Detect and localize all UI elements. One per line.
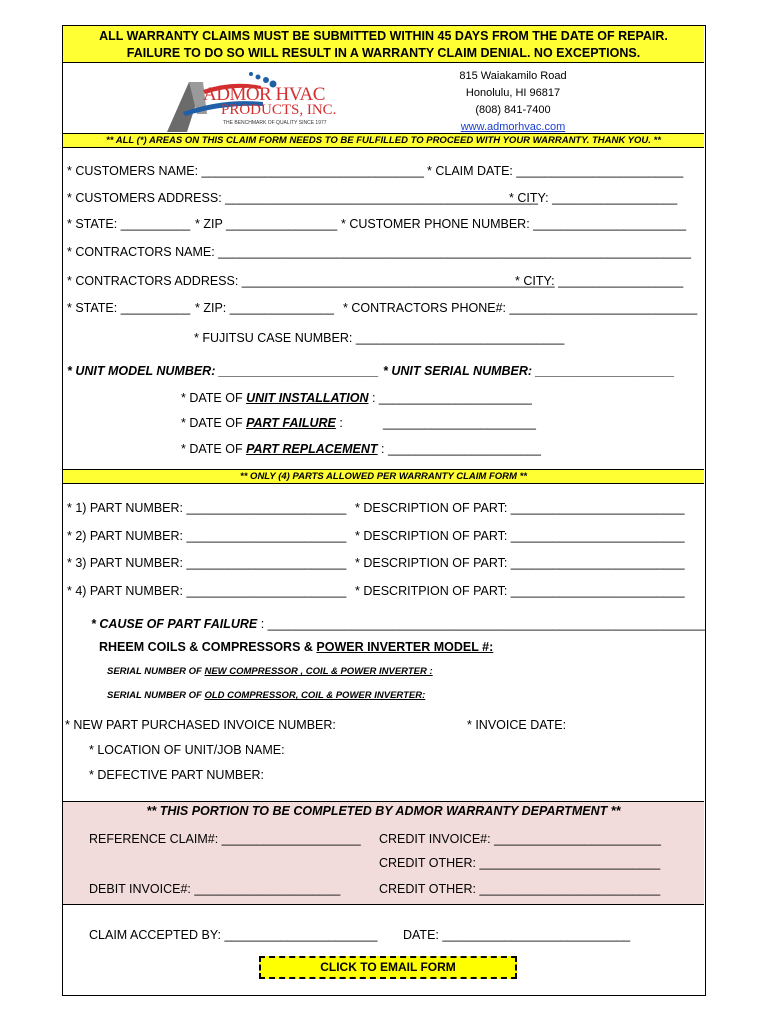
admor-section-title: ** THIS PORTION TO BE COMPLETED BY ADMOR WARRANTY DEPARTMENT ** (146, 804, 621, 818)
rheem-model-label: POWER INVERTER MODEL #: (316, 640, 494, 654)
part-4-number-field[interactable]: * 4) PART NUMBER: _______________________ (67, 584, 347, 598)
claim-accepted-by-field[interactable]: CLAIM ACCEPTED BY: ______________________ (89, 928, 378, 942)
cause-of-failure-line: : _______________________________________________________________ (257, 617, 706, 631)
installation-date-suffix: : ______________________ (368, 391, 532, 405)
part-2-description-field[interactable]: * DESCRIPTION OF PART: _________________________ (355, 529, 685, 543)
address-city: Honolulu, HI 96817 (465, 87, 561, 99)
deadline-line-2: FAILURE TO DO SO WILL RESULT IN A WARRANTY CLAIM DENIAL. NO EXCEPTIONS. (126, 46, 641, 60)
required-fields-notice: ** ALL (*) AREAS ON THIS CLAIM FORM NEEDS TO BE FULFILLED TO PROCEED WITH YOUR WARRANTY. THANK YOU. ** (63, 133, 704, 148)
contractor-state-field[interactable]: * STATE: __________ (67, 301, 191, 315)
company-logo (163, 68, 363, 136)
part-3-description-field[interactable]: * DESCRIPTION OF PART: _________________________ (355, 556, 685, 570)
admor-department-section (63, 801, 704, 905)
new-serial-label: NEW COMPRESSOR , COIL & POWER INVERTER : (204, 666, 433, 677)
deadline-banner (63, 26, 704, 63)
job-location-field[interactable]: * LOCATION OF UNIT/JOB NAME: (89, 743, 285, 757)
logo-subname: PRODUCTS, INC. (221, 102, 337, 118)
customer-phone-field[interactable]: * CUSTOMER PHONE NUMBER: ______________________ (341, 217, 687, 231)
replacement-date-prefix: * DATE OF (181, 442, 247, 456)
contractor-address-field[interactable]: * CONTRACTORS ADDRESS: _____________________________________________ (67, 274, 555, 288)
replacement-date-label: PART REPLACEMENT (246, 442, 378, 456)
replacement-date-suffix: : ______________________ (377, 442, 541, 456)
credit-invoice-field[interactable]: CREDIT INVOICE#: ________________________ (379, 832, 661, 846)
part-1-number-field[interactable]: * 1) PART NUMBER: _______________________ (67, 501, 347, 515)
warranty-claim-form (62, 25, 706, 996)
contractor-phone-field[interactable]: * CONTRACTORS PHONE#: ___________________________ (343, 301, 698, 315)
credit-other-field-2[interactable]: CREDIT OTHER: __________________________ (379, 882, 661, 896)
unit-serial-field[interactable] (383, 364, 675, 378)
rheem-model-field[interactable] (99, 640, 493, 654)
customer-state-field[interactable]: * STATE: __________ (67, 217, 191, 231)
installation-date-prefix: * DATE OF (181, 391, 247, 405)
failure-date-field[interactable] (181, 416, 343, 430)
failure-date-line[interactable]: ______________________ (383, 416, 536, 430)
contractor-zip-field[interactable]: * ZIP: _______________ (195, 301, 335, 315)
failure-date-label: PART FAILURE (246, 416, 336, 430)
part-1-description-field[interactable]: * DESCRIPTION OF PART: _________________________ (355, 501, 685, 515)
contractor-city-field[interactable]: * CITY: __________________ (515, 274, 684, 288)
old-serial-prefix: SERIAL NUMBER OF (107, 690, 205, 701)
unit-serial-label: * UNIT SERIAL NUMBER: (383, 364, 533, 378)
part-3-number-field[interactable]: * 3) PART NUMBER: _______________________ (67, 556, 347, 570)
customer-address-field[interactable]: * CUSTOMERS ADDRESS: _____________________________________________ (67, 191, 538, 205)
cause-of-failure-field[interactable] (91, 617, 706, 631)
old-serial-label: OLD COMPRESSOR, COIL & POWER INVERTER: (204, 690, 426, 701)
replacement-date-field[interactable] (181, 442, 541, 456)
new-serial-prefix: SERIAL NUMBER OF (107, 666, 205, 677)
claim-date-field[interactable]: * CLAIM DATE: ________________________ (427, 164, 684, 178)
logo-tagline: THE BENCHMARK OF QUALITY SINCE 1977 (223, 120, 327, 126)
failure-date-prefix: * DATE OF (181, 416, 247, 430)
deadline-line-1: ALL WARRANTY CLAIMS MUST BE SUBMITTED WITHIN 45 DAYS FROM THE DATE OF REPAIR. (99, 29, 668, 43)
customer-city-field[interactable]: * CITY: __________________ (509, 191, 678, 205)
credit-other-field-1[interactable]: CREDIT OTHER: __________________________ (379, 856, 661, 870)
installation-date-label: UNIT INSTALLATION (246, 391, 369, 405)
invoice-number-field[interactable]: * NEW PART PURCHASED INVOICE NUMBER: (65, 718, 336, 732)
customer-name-field[interactable]: * CUSTOMERS NAME: ________________________________ (67, 164, 424, 178)
rheem-model-prefix: RHEEM COILS & COMPRESSORS & (99, 640, 317, 654)
installation-date-field[interactable] (181, 391, 532, 405)
reference-claim-field[interactable]: REFERENCE CLAIM#: ____________________ (89, 832, 361, 846)
address-phone: (808) 841-7400 (475, 104, 551, 116)
unit-model-field[interactable]: * UNIT MODEL NUMBER: _______________________ (67, 364, 379, 378)
email-form-button[interactable]: CLICK TO EMAIL FORM (259, 956, 517, 979)
address-street: 815 Waiakamilo Road (459, 70, 567, 82)
website-link[interactable]: www.admorhvac.com (460, 121, 566, 133)
invoice-date-field[interactable]: * INVOICE DATE: (467, 718, 567, 732)
cause-of-failure-label: * CAUSE OF PART FAILURE (91, 617, 258, 631)
acceptance-date-field[interactable]: DATE: ___________________________ (403, 928, 631, 942)
new-serial-field[interactable] (107, 666, 433, 677)
customer-zip-field[interactable]: * ZIP ________________ (195, 217, 338, 231)
logo-name: ADMOR HVAC (203, 84, 325, 105)
part-4-description-field[interactable]: * DESCRITPION OF PART: _________________________ (355, 584, 685, 598)
unit-serial-line: ____________________ (535, 364, 675, 378)
debit-invoice-field[interactable]: DEBIT INVOICE#: _____________________ (89, 882, 341, 896)
company-address (383, 68, 643, 136)
contractor-name-field[interactable]: * CONTRACTORS NAME: ____________________________________________________________________ (67, 245, 691, 259)
part-2-number-field[interactable]: * 2) PART NUMBER: _______________________ (67, 529, 347, 543)
fujitsu-case-field[interactable]: * FUJITSU CASE NUMBER: ______________________________ (194, 331, 565, 345)
parts-limit-notice: ** ONLY (4) PARTS ALLOWED PER WARRANTY CLAIM FORM ** (63, 469, 704, 484)
old-serial-field[interactable] (107, 690, 425, 701)
failure-date-suffix: : (335, 416, 343, 430)
defective-part-field[interactable]: * DEFECTIVE PART NUMBER: (89, 768, 265, 782)
